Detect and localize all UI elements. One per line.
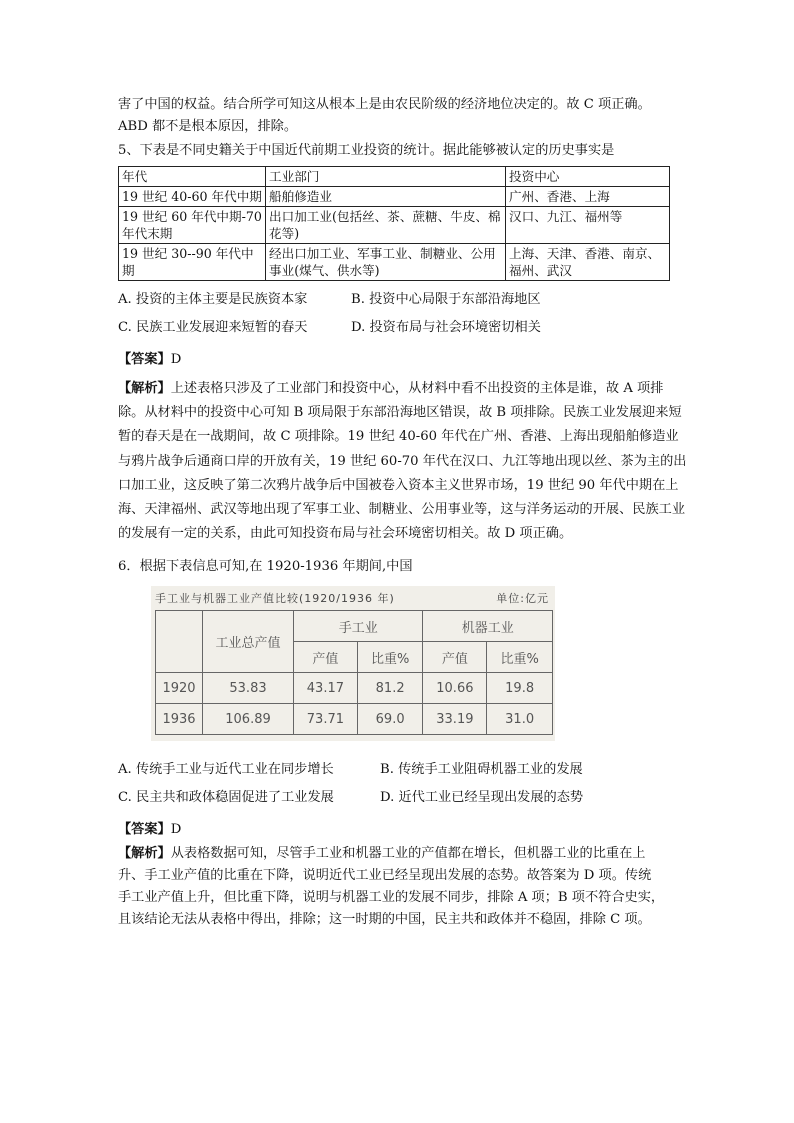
header-cell: 产值 bbox=[294, 642, 358, 673]
q6-options-row-1 bbox=[118, 759, 688, 781]
header-cell: 产值 bbox=[423, 642, 487, 673]
table-cell: 10.66 bbox=[423, 673, 487, 704]
table-cell: 出口加工业(包括丝、茶、蔗糖、牛皮、棉花等) bbox=[266, 207, 506, 244]
table-cell: 汉口、九江、福州等 bbox=[506, 207, 670, 244]
table-cell: 经出口加工业、军事工业、制糖业、公用事业(煤气、供水等) bbox=[266, 244, 506, 281]
header-cell: 投资中心 bbox=[506, 167, 670, 187]
q6-option-b: B. 传统手工业阻碍机器工业的发展 bbox=[380, 762, 583, 778]
header-cell: 手工业 bbox=[294, 611, 423, 642]
table-cell: 1920 bbox=[156, 673, 203, 704]
q6-analysis bbox=[118, 843, 688, 931]
analysis-text: 从表格数据可知，尽管手工业和机器工业的产值都在增长，但机器工业的比重在上 bbox=[170, 846, 646, 862]
analysis-label: 【解析】 bbox=[118, 846, 171, 862]
q6-options-row-2 bbox=[118, 787, 688, 809]
answer-value: D bbox=[170, 822, 182, 838]
table-row bbox=[156, 673, 553, 704]
table-row bbox=[119, 207, 670, 244]
scan-table-header bbox=[151, 588, 555, 610]
table-cell: 19.8 bbox=[487, 673, 553, 704]
table-cell: 船舶修造业 bbox=[266, 187, 506, 207]
q6-option-c: C. 民主共和政体稳固促进了工业发展 bbox=[118, 790, 334, 806]
header-cell: 年代 bbox=[119, 167, 266, 187]
document-page bbox=[118, 94, 688, 931]
analysis-label: 【解析】 bbox=[118, 381, 171, 396]
analysis-line: 升、手工业产值的比重在下降，说明近代工业已经呈现出发展的态势。故答案为 D 项。传统 bbox=[118, 868, 652, 884]
table-row bbox=[119, 244, 670, 281]
scan-table-title: 手工业与机器工业产值比较(1920/1936 年) bbox=[155, 592, 395, 606]
table-cell: 19 世纪 30--90 年代中期 bbox=[119, 244, 266, 281]
table-header-row bbox=[156, 611, 553, 642]
q5-stem: 5、下表是不同史籍关于中国近代前期工业投资的统计。据此能够被认定的历史事实是 bbox=[118, 143, 615, 158]
q5-option-d: D. 投资布局与社会环境密切相关 bbox=[351, 320, 541, 335]
intro-line-1: 害了中国的权益。结合所学可知这从根本上是由农民阶级的经济地位决定的。故 C 项正确。 bbox=[118, 97, 651, 112]
q5-option-b: B. 投资中心局限于东部沿海地区 bbox=[351, 292, 541, 307]
answer-value: D bbox=[170, 352, 182, 367]
intro-line-2: ABD 都不是根本原因，排除。 bbox=[118, 119, 298, 134]
header-cell: 工业部门 bbox=[266, 167, 506, 187]
table-cell: 19 世纪 60 年代中期-70 年代末期 bbox=[119, 207, 266, 244]
q5-analysis bbox=[118, 377, 688, 546]
q6-option-a: A. 传统手工业与近代工业在同步增长 bbox=[118, 762, 334, 778]
q6-stem: 6．根据下表信息可知,在 1920-1936 年期间,中国 bbox=[118, 559, 413, 575]
header-cell: 机器工业 bbox=[423, 611, 553, 642]
answer-label: 【答案】 bbox=[118, 352, 171, 367]
q6-option-d: D. 近代工业已经呈现出发展的态势 bbox=[380, 790, 584, 806]
q5-table bbox=[118, 166, 670, 281]
table-header-row bbox=[119, 167, 670, 187]
q6-table bbox=[155, 610, 553, 735]
header-cell: 比重% bbox=[487, 642, 553, 673]
analysis-text: 上述表格只涉及了工业部门和投资中心，从材料中看不出投资的主体是谁，故 A 项排除。从材料中的投资中心可知 B 项局限于东部沿海地区错误，故 B 项排除。民族工业发展迎来短暂的春天是在一战期间，故 C 项排除。19 世纪 40-60 年代在广州、香港、上海出现船舶修造业与鸦片战争后通商口岸的开放有关，19 世纪 60-70 年代在汉口、九江等地出现以丝、茶为主的出口加工业，这反映了第二次鸦片战争后中国被卷入资本主义世界市场，19 世纪 90 年代中期在上海、天津福州、武汉等地出现了军事工业、制糖业、公用事业等，这与洋务运动的开展、民族工业的发展有一定的关系，由此可知投资布局与社会环境密切相关。故 D 项正确。 bbox=[118, 381, 687, 542]
table-cell: 106.89 bbox=[203, 704, 294, 735]
table-cell: 19 世纪 40-60 年代中期 bbox=[119, 187, 266, 207]
q6-answer bbox=[118, 819, 688, 841]
q5-option-a: A. 投资的主体主要是民族资本家 bbox=[118, 292, 308, 307]
table-cell: 广州、香港、上海 bbox=[506, 187, 670, 207]
header-cell: 工业总产值 bbox=[203, 611, 294, 673]
table-cell: 81.2 bbox=[357, 673, 423, 704]
table-cell: 73.71 bbox=[294, 704, 358, 735]
table-cell: 43.17 bbox=[294, 673, 358, 704]
analysis-line: 手工业产值上升，但比重下降，说明与机器工业的发展不同步，排除 A 项；B 项不符合史实， bbox=[118, 890, 665, 906]
year-header-cell bbox=[156, 611, 203, 673]
table-cell: 53.83 bbox=[203, 673, 294, 704]
q5-options-row-2 bbox=[118, 317, 688, 339]
q6-scanned-table bbox=[151, 586, 555, 741]
q5-answer bbox=[118, 349, 688, 371]
answer-label: 【答案】 bbox=[118, 822, 171, 838]
table-cell: 31.0 bbox=[487, 704, 553, 735]
table-cell: 69.0 bbox=[357, 704, 423, 735]
table-cell: 33.19 bbox=[423, 704, 487, 735]
analysis-line bbox=[118, 843, 688, 865]
table-cell: 1936 bbox=[156, 704, 203, 735]
analysis-line: 且该结论无法从表格中得出，排除；这一时期的中国，民主共和政体并不稳固，排除 C 项。 bbox=[118, 912, 651, 928]
header-cell: 比重% bbox=[357, 642, 423, 673]
table-cell: 上海、天津、香港、南京、福州、武汉 bbox=[506, 244, 670, 281]
table-row bbox=[119, 187, 670, 207]
q5-options-row-1 bbox=[118, 289, 688, 311]
table-row bbox=[156, 704, 553, 735]
q5-option-c: C. 民族工业发展迎来短暂的春天 bbox=[118, 320, 308, 335]
scan-table-unit: 单位:亿元 bbox=[496, 592, 549, 606]
